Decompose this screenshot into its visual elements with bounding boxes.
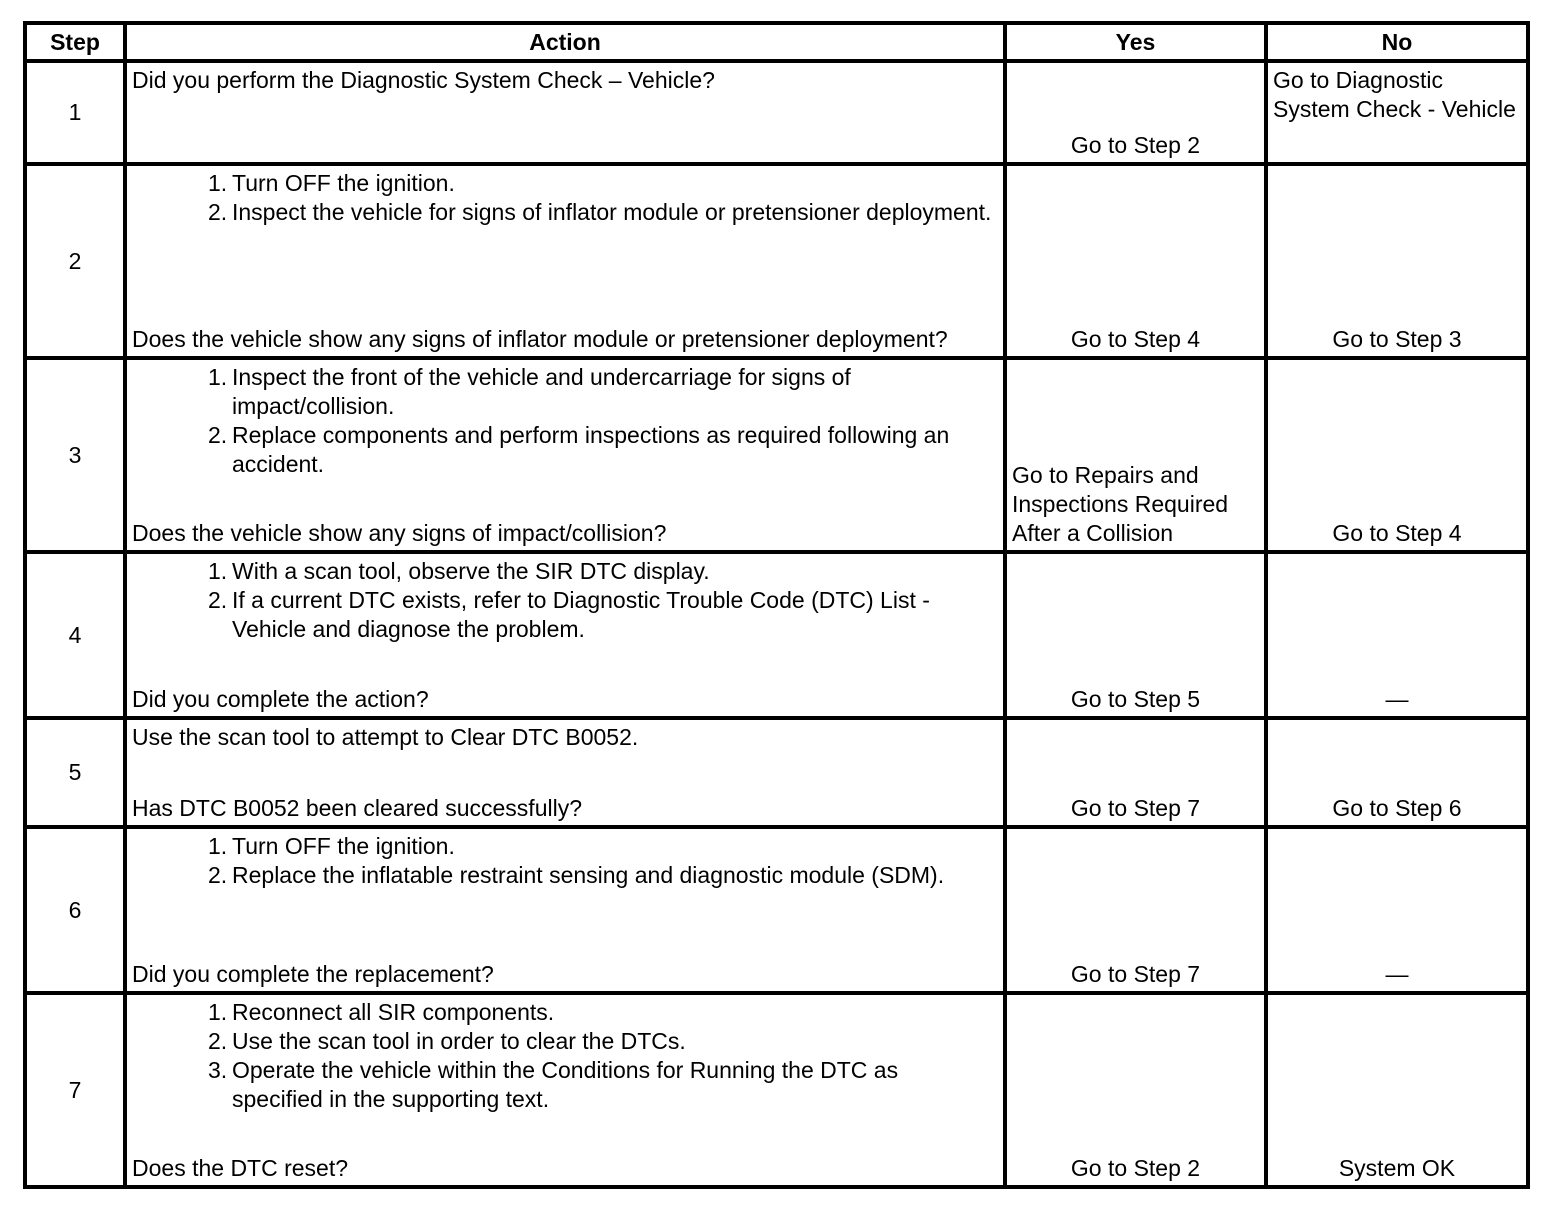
table-row [25,61,1528,164]
action-cell [125,718,1005,827]
list-number: 1. [208,170,228,196]
list-text: Turn OFF the ignition. [232,833,455,859]
list-text: Inspect the vehicle for signs of inflator module or pretensioner deployment. [232,199,992,225]
no-result: Go to Step 6 [1266,718,1528,827]
list-text: Operate the vehicle within the Conditions for Running the DTC as specified in the supporting text. [232,1057,899,1112]
table-row [25,358,1528,552]
list-item [132,363,995,421]
list-item [132,832,995,861]
table-row [25,164,1528,358]
list-number: 3. [208,1057,228,1083]
header-step: Step [25,23,125,61]
step-number: 3 [25,358,125,552]
action-lead: Did you perform the Diagnostic System Check – Vehicle? [132,67,715,93]
action-question: Does the vehicle show any signs of impact/collision? [132,520,667,546]
action-question: Does the DTC reset? [132,1155,349,1181]
table-row [25,993,1528,1187]
step-number: 5 [25,718,125,827]
no-result: — [1266,827,1528,993]
yes-result: Go to Step 2 [1005,61,1266,164]
list-text: Turn OFF the ignition. [232,170,455,196]
yes-result: Go to Step 5 [1005,552,1266,718]
no-result: Go to Step 3 [1266,164,1528,358]
action-cell [125,552,1005,718]
no-result: — [1266,552,1528,718]
list-number: 2. [208,422,228,448]
action-cell [125,358,1005,552]
list-number: 2. [208,199,228,225]
action-list [132,363,995,479]
table-row [25,827,1528,993]
action-cell [125,827,1005,993]
list-number: 1. [208,999,228,1025]
list-item [132,557,995,586]
action-list [132,169,995,227]
list-text: Reconnect all SIR components. [232,999,555,1025]
no-result: Go to Step 4 [1266,358,1528,552]
list-item [132,198,995,227]
list-number: 1. [208,558,228,584]
list-text: If a current DTC exists, refer to Diagnostic Trouble Code (DTC) List - Vehicle and diagnose the problem. [232,587,930,642]
action-cell [125,993,1005,1187]
action-lead: Use the scan tool to attempt to Clear DTC B0052. [132,724,639,750]
list-number: 2. [208,862,228,888]
step-number: 1 [25,61,125,164]
header-action: Action [125,23,1005,61]
table-row [25,718,1528,827]
step-number: 7 [25,993,125,1187]
list-number: 1. [208,364,228,390]
list-number: 2. [208,587,228,613]
step-number: 6 [25,827,125,993]
list-text: Inspect the front of the vehicle and undercarriage for signs of impact/collision. [232,364,851,419]
yes-result: Go to Step 4 [1005,164,1266,358]
list-text: With a scan tool, observe the SIR DTC display. [232,558,710,584]
action-list [132,832,995,890]
yes-result: Go to Step 7 [1005,827,1266,993]
header-no: No [1266,23,1528,61]
list-text: Replace the inflatable restraint sensing and diagnostic module (SDM). [232,862,945,888]
list-item [132,169,995,198]
action-question: Did you complete the action? [132,686,429,712]
list-text: Use the scan tool in order to clear the DTCs. [232,1028,686,1054]
list-item [132,1027,995,1056]
action-question: Does the vehicle show any signs of inflator module or pretensioner deployment? [132,326,948,352]
no-result: System OK [1266,993,1528,1187]
list-item [132,998,995,1027]
list-item [132,861,995,890]
step-number: 4 [25,552,125,718]
list-number: 1. [208,833,228,859]
diagnostic-table [23,21,1530,1189]
list-item [132,586,995,644]
action-question: Did you complete the replacement? [132,961,494,987]
list-item [132,421,995,479]
header-row [25,23,1528,61]
action-question: Has DTC B0052 been cleared successfully? [132,795,583,821]
step-number: 2 [25,164,125,358]
table-row [25,552,1528,718]
action-cell [125,61,1005,164]
action-list [132,557,995,644]
yes-result: Go to Step 2 [1005,993,1266,1187]
action-list [132,998,995,1114]
yes-result: Go to Repairs and Inspections Required After a Collision [1005,358,1266,552]
list-item [132,1056,995,1114]
action-cell [125,164,1005,358]
yes-result: Go to Step 7 [1005,718,1266,827]
no-result: Go to Diagnostic System Check - Vehicle [1266,61,1528,164]
list-number: 2. [208,1028,228,1054]
header-yes: Yes [1005,23,1266,61]
list-text: Replace components and perform inspections as required following an accident. [232,422,950,477]
